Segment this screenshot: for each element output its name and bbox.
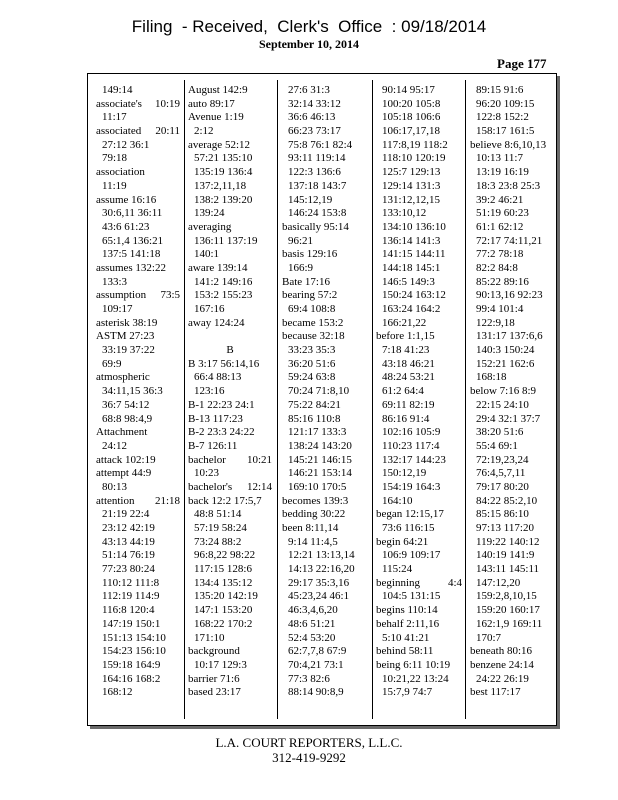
index-entry-line: 27:12 36:1	[102, 138, 150, 151]
index-entry-line: Bate 17:16	[282, 275, 330, 288]
index-entry-line: away 124:24	[188, 316, 245, 329]
index-entry-line: 168:12	[102, 686, 133, 699]
index-entry-line: 131:12,12,15	[382, 193, 441, 206]
index-entry-line: 85:16 110:8	[288, 412, 341, 425]
index-entry-line: background	[188, 645, 240, 658]
index-entry-line: averaging	[188, 220, 232, 233]
index-entry-line: 168:22 170:2	[194, 617, 253, 630]
index-entry-line: 168:18	[476, 371, 507, 384]
index-entry-line: 72:17 74:11,21	[476, 234, 543, 247]
index-entry-line: 154:19 164:3	[382, 480, 441, 493]
column-divider	[465, 80, 466, 719]
index-entry-line: 118:10 120:19	[382, 152, 446, 165]
index-entry-line: 43:6 61:23	[102, 220, 150, 233]
index-entry-line: becomes 139:3	[282, 494, 349, 507]
index-entry-line: 122:8 152:2	[476, 111, 529, 124]
index-entry-line: 48:24 53:21	[382, 371, 435, 384]
index-entry-line: behalf 2:11,16	[376, 617, 440, 630]
index-entry-line: 11:19	[102, 179, 127, 192]
index-entry-line: 39:2 46:21	[476, 193, 524, 206]
index-entry-line: 51:19 60:23	[476, 207, 529, 220]
index-entry-line: 75:8 76:1 82:4	[288, 138, 353, 151]
index-entry-line: 76:4,5,7,11	[476, 467, 526, 480]
index-entry-line: 166:9	[288, 261, 314, 274]
index-entry-line	[96, 98, 180, 112]
index-entry-line: 137:18 143:7	[288, 179, 347, 192]
index-entry-line: 21:19 22:4	[102, 508, 150, 521]
index-box	[87, 73, 557, 726]
index-entry-line: 153:2 155:23	[194, 289, 253, 302]
index-reference: 10:21	[246, 453, 272, 466]
index-entry-line: 122:3 136:6	[288, 166, 341, 179]
column-divider	[277, 80, 278, 719]
index-entry-line: 110:23 117:4	[382, 439, 440, 452]
index-entry-line: 90:13,16 92:23	[476, 289, 543, 302]
index-entry-line	[96, 289, 180, 303]
index-entry-line: 73:24 88:2	[194, 535, 242, 548]
index-entry-line: 105:18 106:6	[382, 111, 441, 124]
index-entry-line: B-2 23:3 24:22	[188, 426, 255, 439]
index-entry-line: 69:9	[102, 357, 122, 370]
index-entry-line: 61:2 64:4	[382, 385, 424, 398]
index-entry-line: 85:22 89:16	[476, 275, 529, 288]
index-entry-line: 7:18 41:23	[382, 344, 430, 357]
index-entry-line: 69:11 82:19	[382, 398, 435, 411]
index-entry-line: 61:1 62:12	[476, 220, 524, 233]
index-reference: 10:19	[154, 97, 180, 110]
index-entry-line: 66:23 73:17	[288, 125, 341, 138]
index-entry-line: B-1 22:23 24:1	[188, 398, 255, 411]
index-entry-line: 34:11,15 36:3	[102, 385, 163, 398]
index-entry-line: asterisk 38:19	[96, 316, 158, 329]
index-entry-line: 133:3	[102, 275, 128, 288]
index-entry-line: behind 58:11	[376, 645, 434, 658]
index-entry-line: 89:15 91:6	[476, 84, 524, 96]
index-entry-line: 119:22 140:12	[476, 535, 540, 548]
index-entry-line: assumes 132:22	[96, 261, 166, 274]
index-entry-line: bedding 30:22	[282, 508, 346, 521]
index-column-5	[470, 84, 554, 720]
index-entry-line: 84:22 85:2,10	[476, 494, 538, 507]
index-entry-line: 159:20 160:17	[476, 604, 540, 617]
index-entry-line: 23:12 42:19	[102, 522, 155, 534]
index-entry-line: 112:19 114:9	[102, 590, 160, 603]
index-entry-line: 158:17 161:5	[476, 125, 535, 138]
index-entry-line: B-13 117:23	[188, 412, 243, 425]
index-entry-line: 68:8 98:4,9	[102, 412, 153, 425]
index-entry-line	[188, 454, 272, 468]
index-entry-line: Attachment	[96, 426, 148, 439]
court-reporter-name: L.A. COURT REPORTERS, L.L.C.	[215, 735, 403, 750]
index-entry-line: basically 95:14	[282, 220, 349, 233]
index-entry-line: 24:12	[102, 439, 128, 452]
index-entry-line: 75:22 84:21	[288, 398, 341, 411]
index-entry-line: 65:1,4 136:21	[102, 234, 164, 247]
index-entry-line: average 52:12	[188, 138, 250, 151]
index-entry-line: 104:5 131:15	[382, 590, 441, 603]
index-entry-line: auto 89:17	[188, 97, 235, 110]
index-entry-line: attack 102:19	[96, 453, 156, 466]
index-entry-line	[188, 481, 272, 495]
index-entry-line: 85:15 86:10	[476, 508, 529, 521]
index-entry-line: 70:24 71:8,10	[288, 385, 350, 398]
index-entry-line: 90:14 95:17	[382, 84, 435, 96]
index-entry-line: 62:7,7,8 67:9	[288, 645, 347, 658]
index-entry-line: 143:11 145:11	[476, 563, 540, 576]
index-entry-line: 147:1 153:20	[194, 604, 253, 617]
index-entry-line: 135:20 142:19	[194, 590, 258, 603]
index-entry-line: 159:18 164:9	[102, 658, 161, 671]
index-term: beginning	[376, 576, 420, 589]
index-entry-line: 137:2,11,18	[194, 179, 247, 192]
index-entry-line: 117:15 128:6	[194, 563, 252, 576]
court-reporter-phone: 312-419-9292	[272, 750, 346, 765]
index-entry-line: 10:13 11:7	[476, 152, 523, 165]
index-entry-line: 10:17 129:3	[194, 658, 247, 671]
index-entry-line: became 153:2	[282, 316, 344, 329]
index-entry-line: August 142:9	[188, 84, 248, 96]
filing-stamp: Filing - Received, Clerk's Office : 09/18/2014	[131, 17, 487, 36]
index-entry-line: 171:10	[194, 631, 225, 644]
index-entry-line: 109:17	[102, 303, 133, 315]
index-entry-line: 144:18 145:1	[382, 261, 441, 274]
index-entry-line: 152:21 162:6	[476, 357, 535, 370]
index-entry-line: been 8:11,14	[282, 522, 339, 534]
index-column-4	[376, 84, 462, 720]
index-entry-line: 46:3,4,6,20	[288, 604, 338, 617]
index-entry-line: 5:10 41:21	[382, 631, 430, 644]
index-entry-line: 134:10 136:10	[382, 220, 446, 233]
index-entry-line: 116:8 120:4	[102, 604, 155, 617]
index-term: bachelor	[188, 453, 226, 466]
index-entry-line: 15:7,9 74:7	[382, 686, 433, 699]
index-entry-line: 134:4 135:12	[194, 576, 253, 589]
index-entry-line: 147:12,20	[476, 576, 521, 589]
index-entry-line: 79:17 80:20	[476, 480, 529, 493]
index-entry-line: 27:6 31:3	[288, 84, 330, 96]
index-entry-line: 70:4,21 73:1	[288, 658, 344, 671]
index-entry-line: 121:17 133:3	[288, 426, 347, 439]
index-entry-line: 146:24 153:8	[288, 207, 347, 220]
index-entry-line: 43:13 44:19	[102, 535, 155, 548]
index-entry-line: 151:13 154:10	[102, 631, 166, 644]
index-entry-line: 110:12 111:8	[102, 576, 160, 589]
index-entry-line: 117:8,19 118:2	[382, 138, 448, 151]
index-entry-line: 48:6 51:21	[288, 617, 336, 630]
index-entry-line: 52:4 53:20	[288, 631, 336, 644]
index-entry-line: 77:2 78:18	[476, 248, 524, 261]
index-entry-line: 32:14 33:12	[288, 97, 341, 110]
index-entry-line: 77:3 82:6	[288, 672, 330, 685]
index-entry-line: 131:17 137:6,6	[476, 330, 543, 343]
index-entry-line: 106:17,17,18	[382, 125, 441, 138]
index-entry-line: 79:18	[102, 152, 128, 165]
index-entry-line: 24:22 26:19	[476, 672, 529, 685]
index-entry-line: 66:4 88:13	[194, 371, 242, 384]
index-entry-line: 93:11 119:14	[288, 152, 346, 165]
index-entry-line: 43:18 46:21	[382, 357, 435, 370]
index-entry-line: 122:9,18	[476, 316, 515, 329]
index-entry-line: 159:2,8,10,15	[476, 590, 537, 603]
index-entry-line: 106:9 109:17	[382, 549, 441, 562]
index-entry-line: ASTM 27:23	[96, 330, 155, 343]
page-number: Page 177	[497, 56, 547, 71]
index-entry-line	[188, 330, 272, 344]
index-reference: 20:11	[155, 125, 180, 138]
index-entry-line: basis 129:16	[282, 248, 338, 261]
index-entry-line: before 1:1,15	[376, 330, 435, 343]
index-entry-line: 48:8 51:14	[194, 508, 242, 521]
index-entry-line: 102:16 105:9	[382, 426, 441, 439]
index-entry-line: 145:21 146:15	[288, 453, 352, 466]
index-entry-line: 137:5 141:18	[102, 248, 161, 261]
index-entry-line: 139:24	[194, 207, 225, 220]
index-entry-line: 135:19 136:4	[194, 166, 253, 179]
index-entry-line: 86:16 91:4	[382, 412, 430, 425]
index-entry-line: 145:12,19	[288, 193, 333, 206]
index-entry-line: attempt 44:9	[96, 467, 152, 480]
index-entry-line: barrier 71:6	[188, 672, 240, 685]
index-entry-line: 96:20 109:15	[476, 97, 535, 110]
index-entry-line: Avenue 1:19	[188, 111, 244, 124]
index-entry-line: 59:24 63:8	[288, 371, 336, 384]
index-column-2	[188, 84, 272, 720]
index-entry-line: 125:7 129:13	[382, 166, 441, 179]
index-term: bachelor's	[188, 480, 233, 493]
index-entry-line: 38:20 51:6	[476, 426, 524, 439]
index-entry-line: 80:13	[102, 480, 128, 493]
index-entry-line: 100:20 105:8	[382, 97, 441, 110]
index-entry-line: 138:2 139:20	[194, 193, 253, 206]
index-entry-line: 123:16	[194, 385, 225, 398]
index-entry-line	[96, 495, 180, 509]
index-entry-line: bearing 57:2	[282, 289, 338, 302]
index-entry-line: 29:17 35:3,16	[288, 576, 350, 589]
index-entry-line: being 6:11 10:19	[376, 658, 451, 671]
index-entry-line: 136:14 141:3	[382, 234, 441, 247]
index-entry-line: 36:7 54:12	[102, 398, 150, 411]
index-entry-line: 12:21 13:13,14	[288, 549, 355, 562]
index-entry-line: 138:24 143:20	[288, 439, 352, 452]
index-term: assumption	[96, 289, 147, 302]
index-entry-line: 167:16	[194, 303, 225, 315]
index-entry-line: 33:23 35:3	[288, 344, 336, 357]
index-entry-line: because 32:18	[282, 330, 345, 343]
index-entry-line: 22:15 24:10	[476, 398, 529, 411]
index-entry-line: 146:5 149:3	[382, 275, 435, 288]
index-entry-line: 170:7	[476, 631, 502, 644]
index-entry-line: 2:12	[194, 125, 214, 138]
index-entry-line: 147:19 150:1	[102, 617, 161, 630]
index-term: associated	[96, 125, 142, 138]
index-entry-line: 82:2 84:8	[476, 261, 518, 274]
index-entry-line: 149:14	[102, 84, 133, 96]
index-entry-line: 36:6 46:13	[288, 111, 336, 124]
index-entry-line: 166:21,22	[382, 316, 427, 329]
index-entry-line: assume 16:16	[96, 193, 157, 206]
index-entry-line: 140:3 150:24	[476, 344, 535, 357]
index-entry-line: 33:19 37:22	[102, 344, 155, 357]
index-entry-line: based 23:17	[188, 686, 241, 699]
index-entry-line: best 117:17	[470, 686, 521, 699]
index-entry-line: 14:13 22:16,20	[288, 563, 355, 576]
index-entry-line: begin 64:21	[376, 535, 429, 548]
index-entry-line: back 12:2 17:5,7	[188, 494, 262, 507]
index-reference: 4:4	[447, 576, 462, 589]
index-term: associate's	[96, 97, 142, 110]
index-entry-line: 57:21 135:10	[194, 152, 253, 165]
index-entry-line: aware 139:14	[188, 261, 248, 274]
index-entry-line: begins 110:14	[376, 604, 438, 617]
index-entry-line: 30:6,11 36:11	[102, 207, 163, 220]
index-entry-line: 136:11 137:19	[194, 234, 258, 247]
index-entry-line: 146:21 153:14	[288, 467, 352, 480]
index-entry-line	[96, 125, 180, 139]
index-entry-line: 11:17	[102, 111, 127, 124]
index-entry-line: 57:19 58:24	[194, 522, 247, 534]
index-entry-line: 140:19 141:9	[476, 549, 535, 562]
index-entry-line: 51:14 76:19	[102, 549, 155, 562]
index-entry-line: B 3:17 56:14,16	[188, 357, 260, 370]
index-entry-line: 141:2 149:16	[194, 275, 253, 288]
index-column-1	[96, 84, 180, 720]
deposition-date: September 10, 2014	[258, 37, 360, 51]
index-entry-line: benzene 24:14	[470, 658, 534, 671]
index-entry-line: 10:21,22 13:24	[382, 672, 449, 685]
index-entry-line: 132:17 144:23	[382, 453, 446, 466]
index-entry-line: 150:24 163:12	[382, 289, 446, 302]
index-entry-line: 96:8,22 98:22	[194, 549, 256, 562]
index-entry-line: 55:4 69:1	[476, 439, 518, 452]
index-entry-line: 96:21	[288, 234, 314, 247]
index-entry-line: believe 8:6,10,13	[470, 138, 547, 151]
index-entry-line: 115:24	[382, 563, 413, 576]
index-reference: 12:14	[246, 480, 272, 493]
index-entry-line: B-7 126:11	[188, 439, 238, 452]
index-entry-line: below 7:16 8:9	[470, 385, 536, 398]
index-entry-line: 141:15 144:11	[382, 248, 446, 261]
index-reference: 73:5	[160, 289, 180, 302]
index-entry-line: 77:23 80:24	[102, 563, 155, 576]
index-entry-line: 13:19 16:19	[476, 166, 529, 179]
index-entry-line: 162:1,9 169:11	[476, 617, 543, 630]
index-entry-line: 9:14 11:4,5	[288, 535, 338, 548]
index-entry-line: 29:4 32:1 37:7	[476, 412, 541, 425]
index-entry-line	[376, 577, 462, 591]
index-entry-line: 36:20 51:6	[288, 357, 336, 370]
index-entry-line: 140:1	[194, 248, 220, 261]
index-entry-line: 129:14 131:3	[382, 179, 441, 192]
index-entry-line: 164:10	[382, 494, 413, 507]
index-entry-line: 133:10,12	[382, 207, 427, 220]
index-entry-line: 88:14 90:8,9	[288, 686, 344, 699]
index-entry-line: 69:4 108:8	[288, 303, 336, 315]
index-entry-line: began 12:15,17	[376, 508, 444, 521]
index-column-3	[282, 84, 368, 720]
index-entry-line: 18:3 23:8 25:3	[476, 179, 541, 192]
index-entry-line: 154:23 156:10	[102, 645, 166, 658]
index-entry-line: 10:23	[194, 467, 220, 480]
index-term: attention	[96, 494, 135, 507]
index-entry-line: 169:10 170:5	[288, 480, 347, 493]
index-entry-line: 99:4 101:4	[476, 303, 524, 315]
index-entry-line: atmospheric	[96, 371, 150, 384]
index-reference: 21:18	[154, 494, 180, 507]
index-entry-line: 72:19,23,24	[476, 453, 529, 466]
index-entry-line: association	[96, 166, 145, 179]
index-entry-line: B	[226, 344, 234, 357]
column-divider	[372, 80, 373, 719]
index-entry-line: 150:12,19	[382, 467, 427, 480]
index-entry-line: beneath 80:16	[470, 645, 533, 658]
index-entry-line: 97:13 117:20	[476, 522, 534, 534]
column-divider	[184, 80, 185, 719]
index-entry-line: 163:24 164:2	[382, 303, 441, 315]
index-entry-line: 73:6 116:15	[382, 522, 435, 534]
index-entry-line: 45:23,24 46:1	[288, 590, 350, 603]
index-entry-line: 164:16 168:2	[102, 672, 161, 685]
